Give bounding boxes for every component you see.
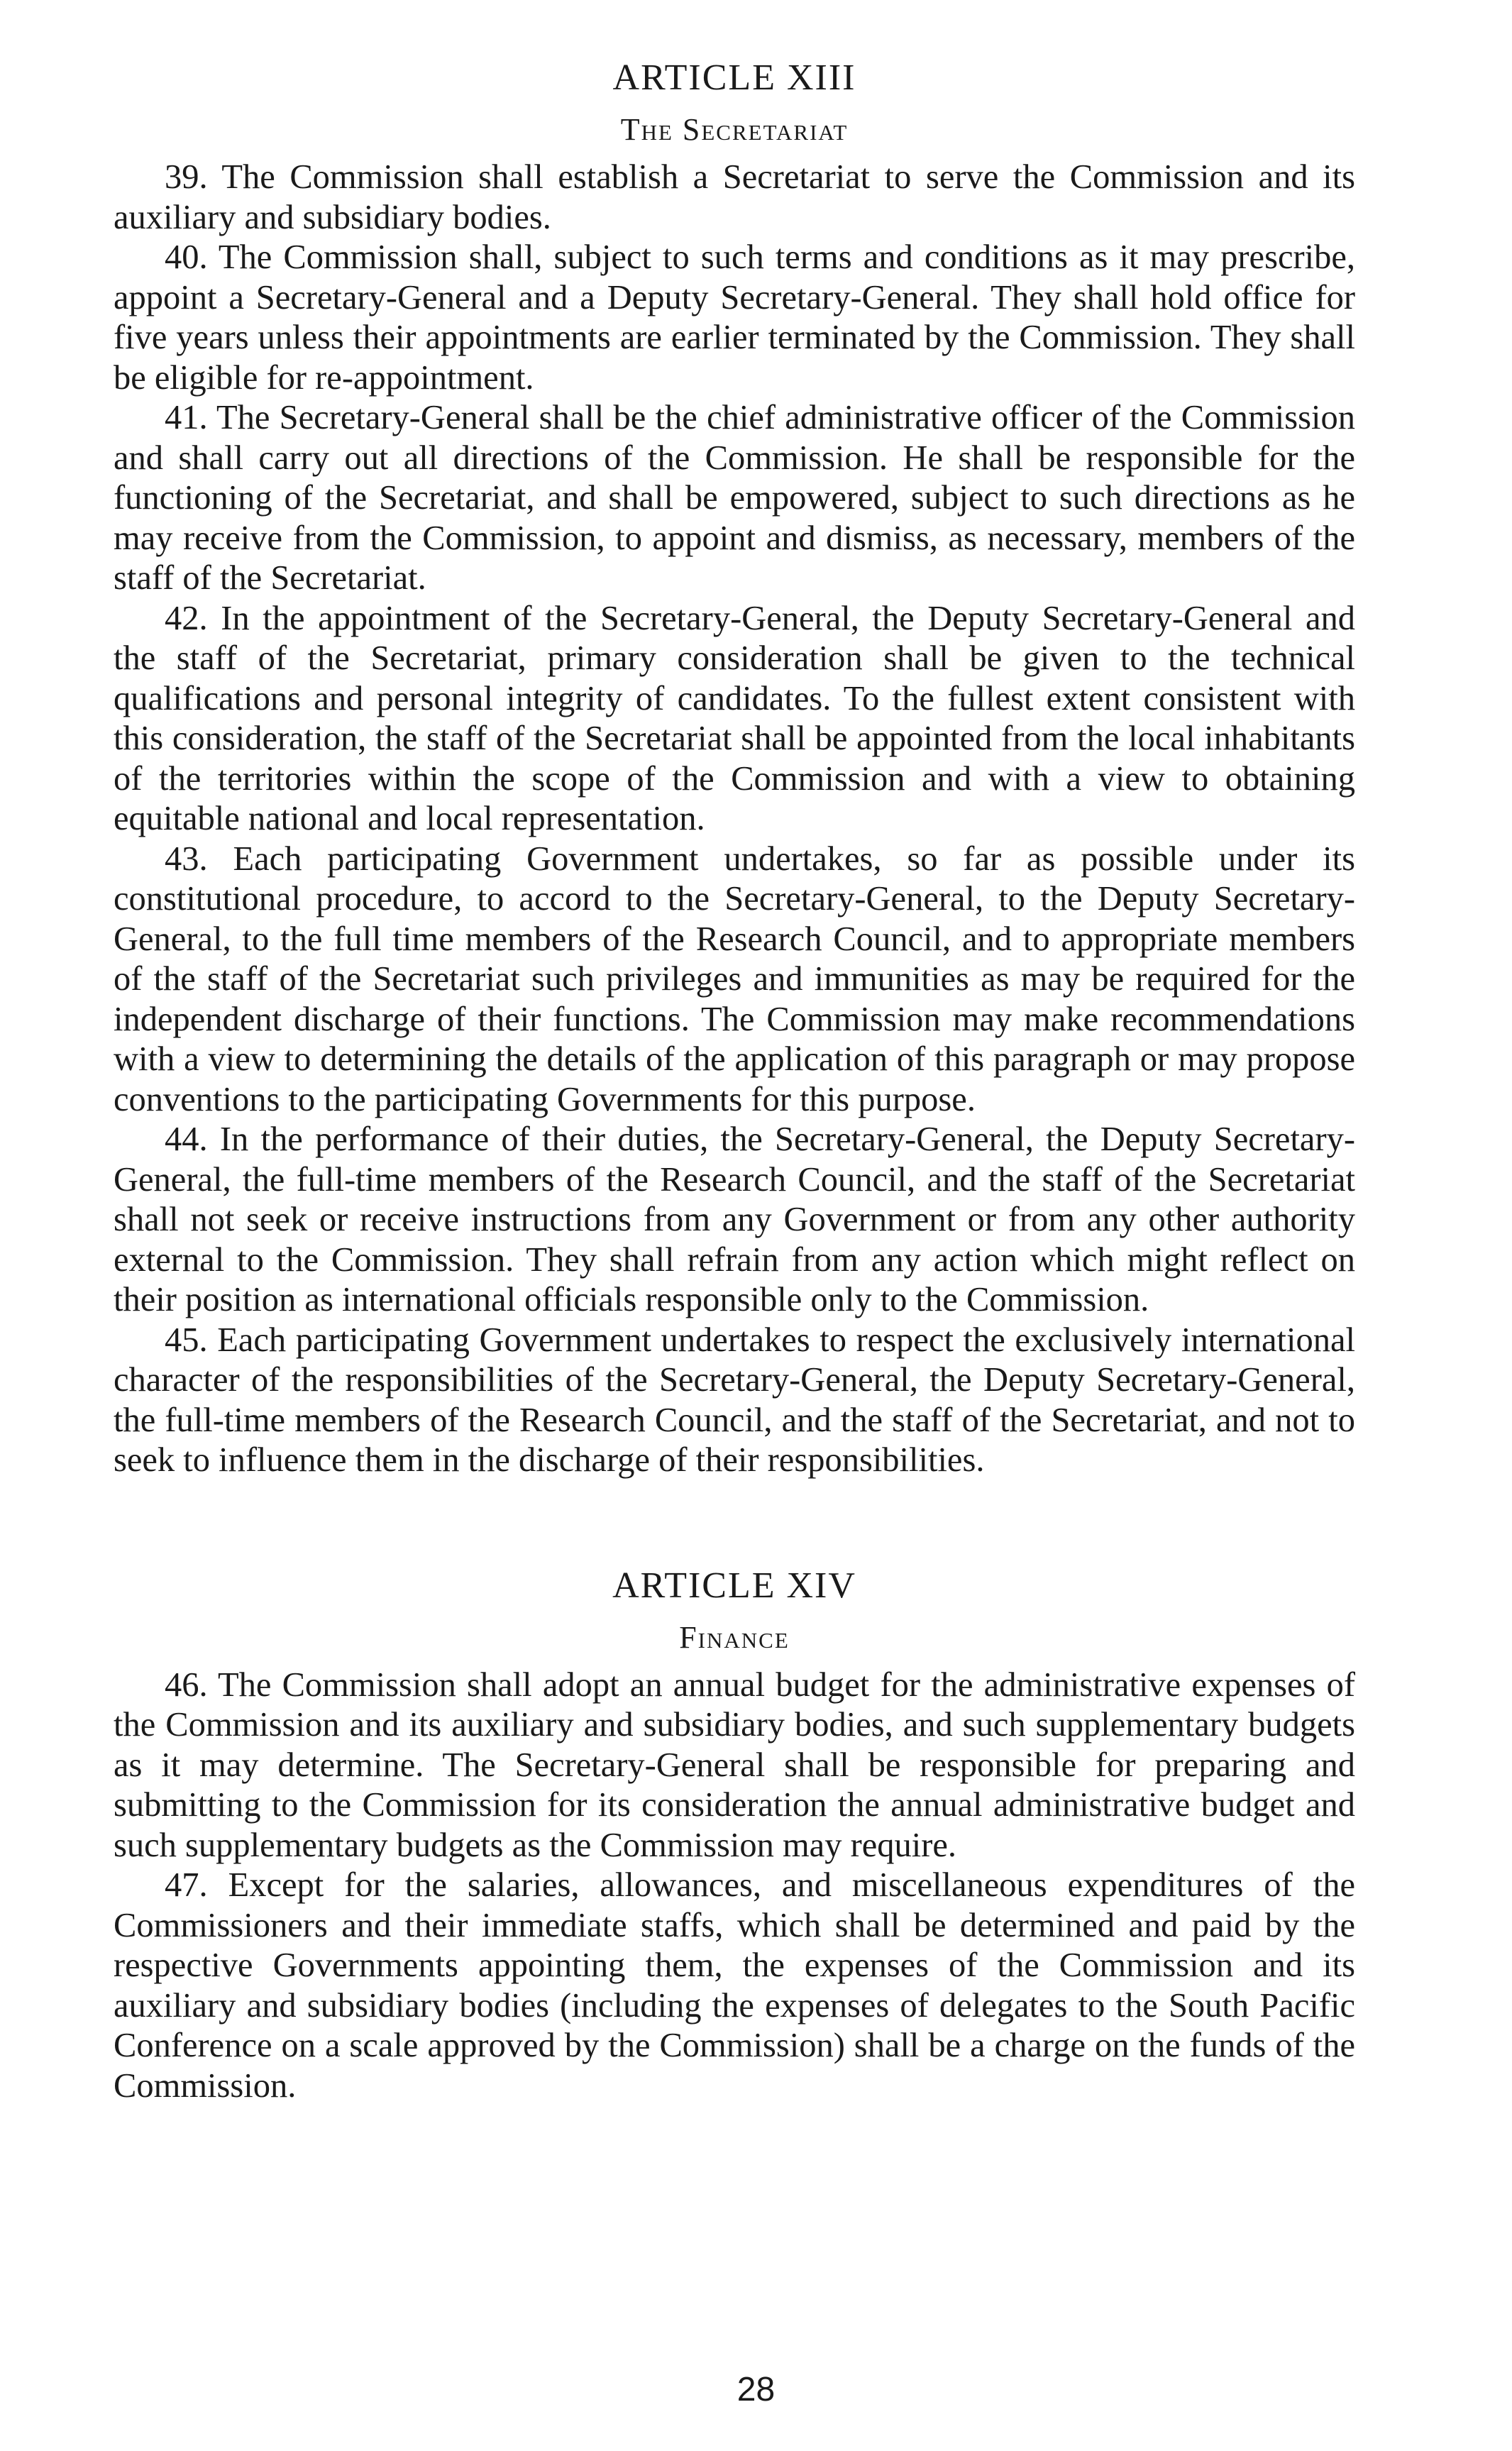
- paragraph-number: 42.: [165, 599, 208, 637]
- page-number: 28: [736, 2371, 776, 2408]
- paragraph-number: 46.: [165, 1665, 208, 1704]
- paragraph-text: The Commission shall establish a Secretariat to serve the Commission and its auxiliary and subsidiary bodies.: [114, 158, 1355, 236]
- paragraph-text: In the performance of their duties, the Secretary-General, the Deputy Secretary-General, the full-time members of the Research Council, and the staff of the Secretariat shall not seek or receive instructions from any Government or from any other authority external to the Commission. They shall refrain from any action which might reflect on their position as international officials responsible only to the Commission.: [114, 1120, 1356, 1318]
- article-subheading: The Secretariat: [620, 112, 849, 147]
- paragraph-42: [114, 599, 1355, 839]
- paragraph-text: Each participating Government undertakes to respect the exclusively international character of the responsibilities of the Secretary-General, the Deputy Secretary-General, the full-time members of the Research Council, and the staff of the Secretariat, and not to seek to influence them in the discharge of their responsibilities.: [114, 1321, 1355, 1479]
- paragraph-number: 41.: [165, 399, 208, 436]
- paragraph-text: Except for the salaries, allowances, and miscellaneous expenditures of the Commissioners and their immediate staffs, which shall be determined and paid by the respective Governments appointing them, the expenses of the Commission and its auxiliary and subsidiary bodies (including the expenses of delegates to the South Pacific Conference on a scale approved by the Commission) shall be a charge on the funds of the Commission.: [114, 1866, 1355, 2105]
- document-page: [114, 50, 1355, 2106]
- paragraph-text: Each participating Government undertakes, so far as possible under its constitutional procedure, to accord to the Secretary-General, to the Deputy Secretary-General, to the full time members of the Research Council, and to appropriate members of the staff of the Secretariat such privileges and immunities as may be required for the independent discharge of their functions. The Commission may make recommendations with a view to determining the details of the application of this paragraph or may propose conventions to the participating Governments for this purpose.: [114, 839, 1355, 1118]
- paragraph-46: [114, 1665, 1355, 1866]
- paragraph-47: [114, 1866, 1355, 2106]
- paragraph-text: The Commission shall, subject to such terms and conditions as it may prescribe, appoint a Secretary-General and a Deputy Secretary-General. They shall hold office for five years unless their appointments are earlier terminated by the Commission. They shall be eligible for re-appointment.: [114, 238, 1355, 397]
- paragraph-44: [114, 1120, 1355, 1321]
- paragraph-number: 47.: [165, 1866, 208, 1904]
- paragraph-number: 43.: [165, 839, 208, 878]
- paragraph-43: [114, 839, 1355, 1120]
- paragraph-number: 40.: [165, 238, 208, 276]
- paragraph-number: 44.: [165, 1120, 208, 1158]
- paragraph-41: [114, 398, 1355, 599]
- paragraph-number: 39.: [165, 158, 208, 196]
- article-xiv-section: [114, 1558, 1355, 2107]
- section-spacer: [114, 1481, 1355, 1558]
- article-xiii-section: [114, 50, 1355, 1481]
- paragraph-39: [114, 158, 1355, 238]
- article-heading: ARTICLE XIII: [612, 57, 856, 98]
- paragraph-45: [114, 1321, 1355, 1481]
- article-heading: ARTICLE XIV: [612, 1565, 856, 1606]
- article-subheading: Finance: [679, 1619, 790, 1655]
- paragraph-text: The Commission shall adopt an annual budget for the administrative expenses of the Commission and its auxiliary and subsidiary bodies, and such supplementary budgets as it may determine. The Secretary-General shall be responsible for preparing and submitting to the Commission for its consideration the annual administrative budget and such supplementary budgets as the Commission may require.: [114, 1665, 1356, 1864]
- paragraph-text: The Secretary-General shall be the chief administrative officer of the Commission and shall carry out all directions of the Commission. He shall be responsible for the functioning of the Secretariat, and shall be empowered, subject to such directions as he may receive from the Commission, to appoint and dismiss, as necessary, members of the staff of the Secretariat.: [114, 399, 1356, 597]
- paragraph-text: In the appointment of the Secretary-General, the Deputy Secretary-General and the staff of the Secretariat, primary consideration shall be given to the technical qualifications and personal integrity of candidates. To the fullest extent consistent with this consideration, the staff of the Secretariat shall be appointed from the local inhabitants of the territories within the scope of the Commission and with a view to obtaining equitable national and local representation.: [114, 599, 1356, 837]
- paragraph-40: [114, 238, 1355, 398]
- paragraph-number: 45.: [165, 1321, 208, 1359]
